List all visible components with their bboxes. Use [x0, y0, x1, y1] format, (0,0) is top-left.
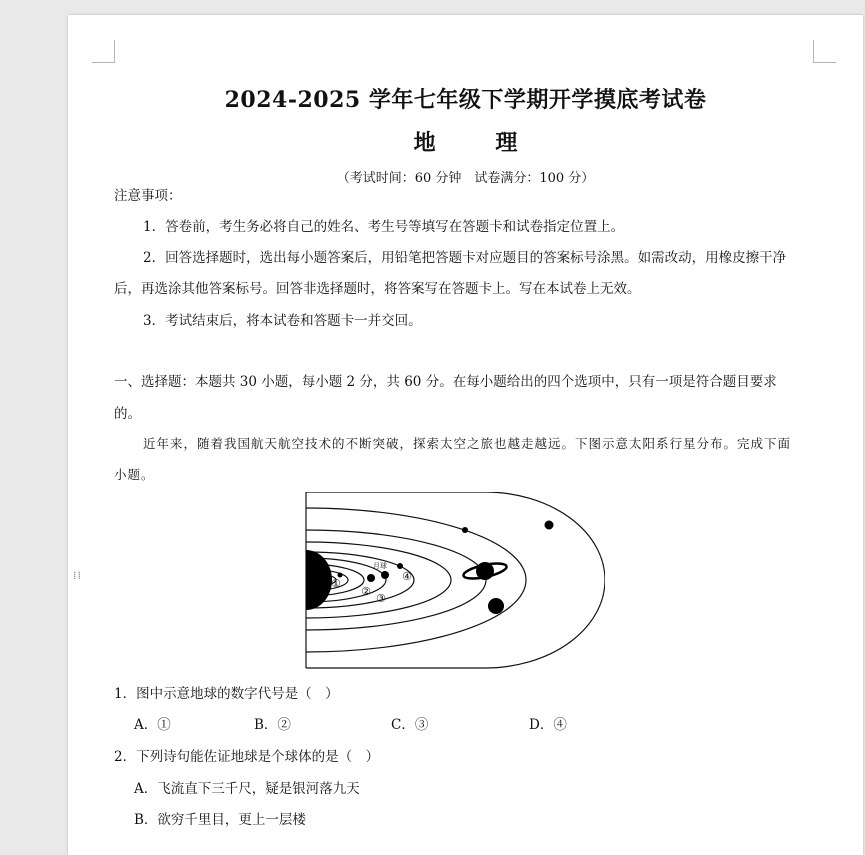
figure-label: ② — [361, 585, 371, 598]
notice-item: 后，再选涂其他答案标号。回答非选择题时，将答案写在答题卡上。写在本试卷上无效。 — [114, 281, 641, 297]
option-b: B．欲穷千里目，更上一层楼 — [134, 812, 306, 828]
option-a: A．飞流直下三千尺，疑是银河落九天 — [134, 781, 360, 797]
option-c: C．③ — [391, 717, 429, 733]
moon-label: 月球 — [373, 562, 387, 570]
page-corner-mark — [92, 40, 115, 63]
notice-item: 2．回答选择题时，选出每小题答案后，用铅笔把答题卡对应题目的答案标号涂黑。如需改动，用橡皮擦干净 — [143, 250, 787, 266]
question-stem: 2．下列诗句能佐证地球是个球体的是（ ） — [114, 749, 380, 765]
question-stem: 1．图中示意地球的数字代号是（ ） — [114, 686, 339, 702]
planet-dot — [381, 571, 389, 579]
figure-label: ① — [331, 577, 341, 590]
section-heading: 一、选择题：本题共 30 小题，每小题 2 分，共 60 分。在每小题给出的四个选项中，只有一项是符合题目要求 — [114, 374, 777, 390]
question-intro: 近年来，随着我国航天航空技术的不断突破，探索太空之旅也越走越远。下图示意太阳系行星分布。完成下面 — [143, 436, 792, 451]
document-page — [68, 15, 863, 855]
planet-dot — [397, 563, 403, 569]
exam-title: 2024-2025 学年七年级下学期开学摸底考试卷 — [224, 87, 707, 113]
planet-dot — [488, 598, 504, 614]
drag-handle-icon[interactable]: ⁞⁞ — [73, 569, 82, 582]
exam-subject: 地 理 — [413, 130, 544, 156]
option-d: D．④ — [529, 717, 567, 733]
saturn-shape — [462, 561, 508, 582]
planet-dot — [462, 527, 468, 533]
notice-item: 1．答卷前，考生务必将自己的姓名、考生号等填写在答题卡和试卷指定位置上。 — [143, 219, 625, 235]
planet-dot — [367, 574, 375, 582]
exam-info: （考试时间：60 分钟 试卷满分：100 分） — [336, 171, 595, 186]
notice-item: 3．考试结束后，将本试卷和答题卡一并交回。 — [143, 313, 422, 329]
planet-dot — [545, 521, 554, 530]
notice-heading: 注意事项： — [114, 188, 182, 204]
option-a: A．① — [134, 717, 171, 733]
solar-system-figure — [305, 492, 605, 672]
page-corner-mark — [813, 40, 836, 63]
option-b: B．② — [254, 717, 291, 733]
question-intro: 小题。 — [114, 467, 155, 482]
figure-label: ③ — [376, 592, 386, 605]
orbit-ring — [306, 492, 605, 668]
section-heading: 的。 — [114, 406, 141, 422]
figure-label: ④ — [402, 570, 412, 583]
